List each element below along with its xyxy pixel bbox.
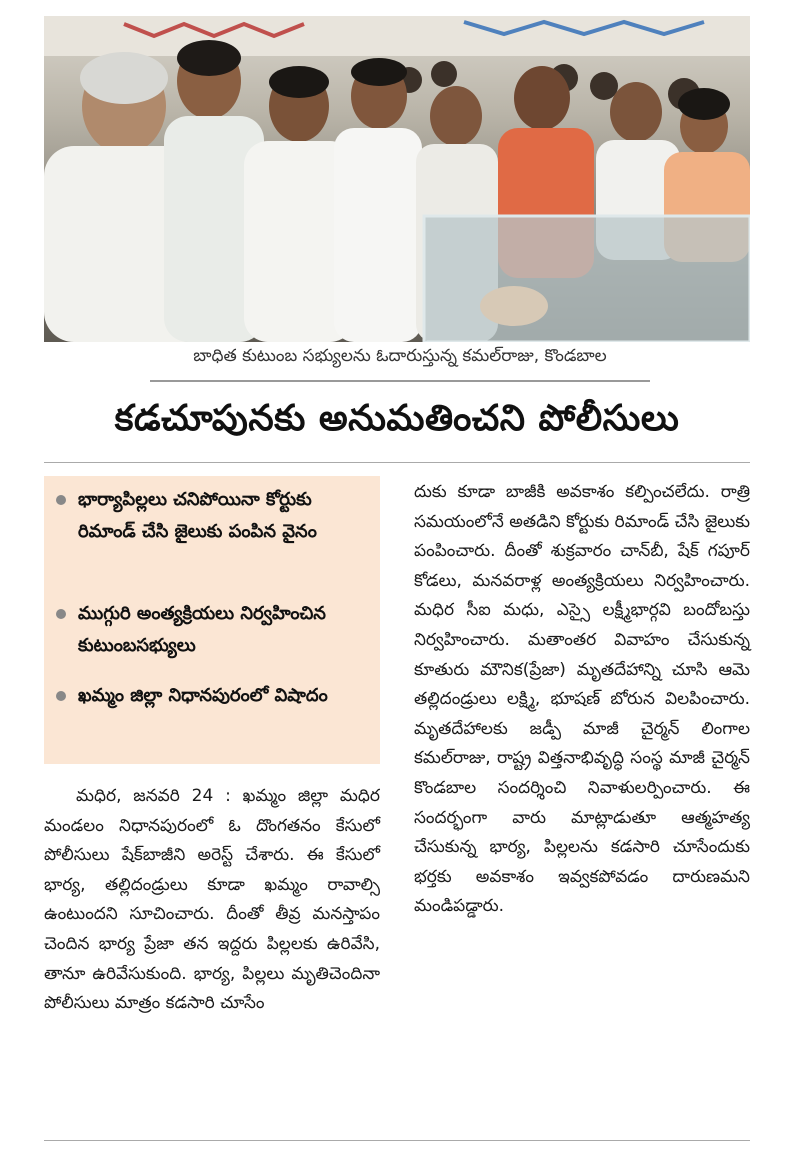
highlight-text: ఖమ్మం జిల్లా నిధానపురంలో విషాదం [78,685,328,706]
headline-divider [44,462,750,463]
highlight-item [56,484,374,580]
bottom-divider [44,1140,750,1141]
bullet-icon [56,609,66,619]
article-body-column-1: మధిర, జనవరి 24 : ఖమ్మం జిల్లా మధిర మండలం నిధానపురంలో ఓ దొంగతనం కేసులో పోలీసులు షేక్‌బాజీని అరెస్ట్‌ చేశారు. ఈ కేసులో భార్య, తల్లిదండ్రులు కూడా ఖమ్మం రావాల్సి ఉంటుందని సూచించారు. దీంతో తీవ్ర మనస్తాపం చెందిన భార్య ప్రేజా తన ఇద్దరు పిల్లలకు ఉరివేసి, తానూ ఉరివేసుకుంది. భార్య, పిల్లలు మృతిచెందినా పోలీసులు మాత్రం కడసారి చూసేం [44,786,380,1014]
highlight-text: ముగ్గురి అంత్యక్రియలు నిర్వహించిన కుటుంబసభ్యులు [78,603,326,656]
article-body-column-2: దుకు కూడా బాజీకి అవకాశం కల్పించలేదు. రాత్రి సమయంలోనే అతడిని కోర్టుకు రిమాండ్‌ చేసి జైలుకు పంపించారు. దీంతో శుక్రవారం చాన్‌బీ, షేక్‌ గపూర్‌ కోడలు, మనవరాళ్ల అంత్యక్రియలు నిర్వహించారు. మధిర సీఐ మధు, ఎస్సై లక్ష్మీభార్గవి బందోబస్తు నిర్వహించారు. మతాంతర వివాహం చేసుకున్న కూతురు మౌనిక(ప్రేజా) మృతదేహాన్ని చూసి ఆమె తల్లిదండ్రులు లక్ష్మి, భూషణ్‌ బోరున విలపించారు. మృతదేహాలకు జడ్పీ మాజీ చైర్మన్‌ లింగాల కమల్‌రాజు, రాష్ట్ర విత్తనాభివృద్ధి సంస్థ మాజీ చైర్మన్‌ కొండబాల సందర్శించి నివాళులర్పించారు. ఈ సందర్భంగా వారు మాట్లాడుతూ ఆత్మహత్య చేసుకున్న భార్య, పిల్లలను కడసారి చూసేందుకు భర్తకు అవకాశం ఇవ్వకపోవడం దారుణమని మండిపడ్డారు. [414,482,750,917]
bullet-icon [56,495,66,505]
highlight-item [56,680,374,744]
headline: కడచూపునకు అనుమతించని పోలీసులు [114,398,680,439]
bullet-icon [56,691,66,701]
caption-divider [150,380,650,382]
photo-illustration [44,16,750,342]
highlights-box [44,476,380,764]
photo-caption: బాధిత కుటుంబ సభ్యులను ఓదారుస్తున్న కమల్‌రాజు, కొండబాల [193,346,607,366]
highlight-text: భార్యాపిల్లలు చనిపోయినా కోర్టుకు రిమాండ్‌ చేసి జైలుకు పంపిన వైనం [78,489,317,542]
highlight-item [56,598,374,662]
news-photo [44,16,750,342]
